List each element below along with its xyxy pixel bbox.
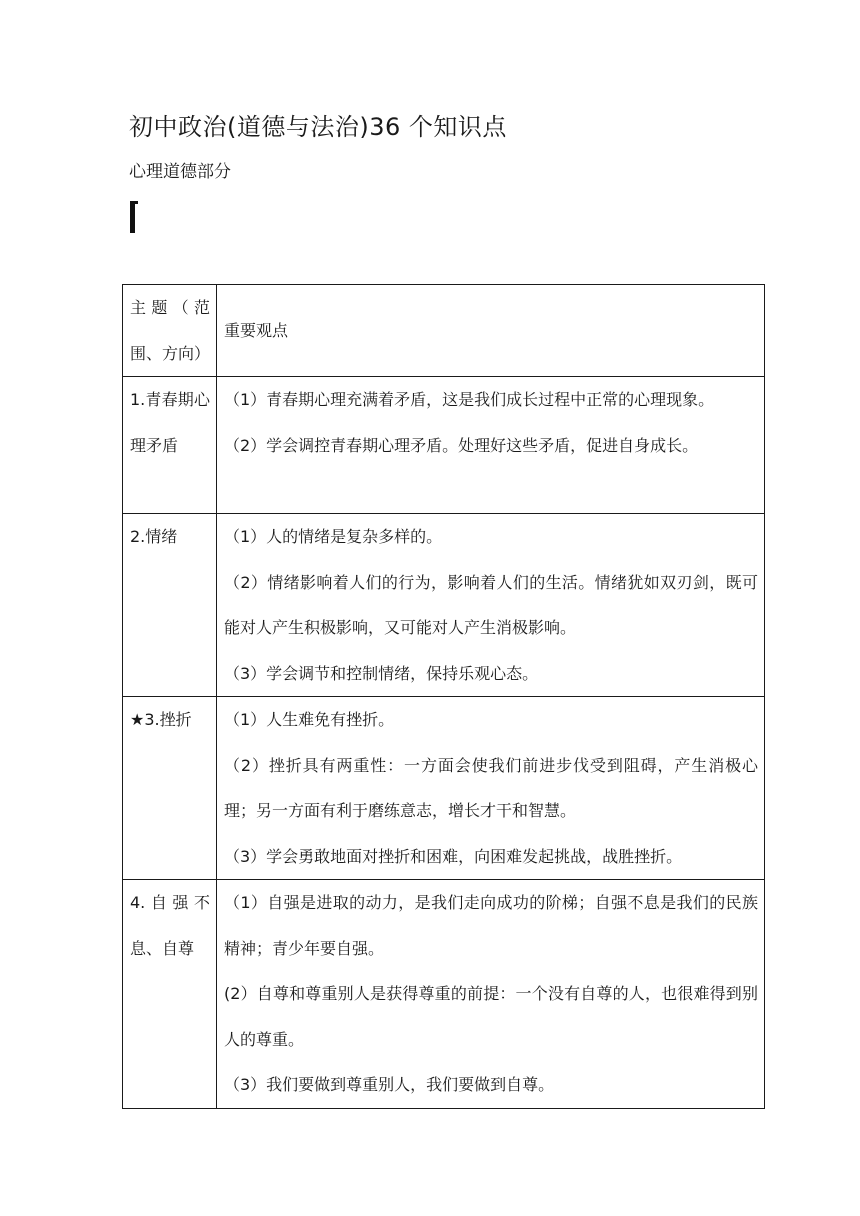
document-title: 初中政治(道德与法治)36 个知识点	[129, 113, 507, 141]
point-text: （2）挫折具有两重性：一方面会使我们前进步伐受到阻碍，产生消极心理；另一方面有利于磨练意志，增长才干和智慧。	[224, 755, 758, 820]
header-topic: 主题（范围、方向）	[123, 285, 217, 377]
knowledge-points-table	[122, 284, 765, 1109]
point-text: （3）学会调节和控制情绪，保持乐观心态。	[224, 663, 539, 683]
row-points	[217, 377, 765, 514]
point-text: （3）我们要做到尊重别人，我们要做到自尊。	[224, 1075, 555, 1094]
table-header-row	[123, 285, 765, 377]
section-title: 心理道德部分	[129, 162, 231, 182]
header-viewpoint: 重要观点	[217, 285, 765, 377]
point-text: （1）人生难免有挫折。	[224, 710, 395, 729]
row-topic: 2.情绪	[123, 514, 217, 697]
table-row	[123, 880, 765, 1109]
row-topic: ★3.挫折	[123, 697, 217, 880]
point-text: (2）自尊和尊重别人是获得尊重的前提：一个没有自尊的人，也很难得到别人的尊重。	[224, 984, 758, 1049]
row-points	[217, 697, 765, 880]
table-row	[123, 377, 765, 514]
row-topic: 4.自强不息、自尊	[123, 880, 217, 1109]
row-points	[217, 514, 765, 697]
point-text: （2）学会调控青春期心理矛盾。处理好这些矛盾，促进自身成长。	[224, 435, 699, 455]
row-topic: 1.青春期心理矛盾	[123, 377, 217, 514]
point-text: （1）人的情绪是复杂多样的。	[224, 527, 443, 546]
table-row	[123, 697, 765, 880]
row-points	[217, 880, 765, 1109]
point-text: （1）青春期心理充满着矛盾，这是我们成长过程中正常的心理现象。	[224, 390, 715, 409]
point-text: （2）情绪影响着人们的行为，影响着人们的生活。情绪犹如双刃剑，既可能对人产生积极影响，又可能对人产生消极影响。	[224, 572, 758, 637]
point-text: （3）学会勇敢地面对挫折和困难，向困难发起挑战，战胜挫折。	[224, 846, 683, 866]
table-row	[123, 514, 765, 697]
point-text: （1）自强是进取的动力，是我们走向成功的阶梯；自强不息是我们的民族精神；青少年要自强。	[224, 893, 758, 958]
text-cursor-mark	[130, 201, 135, 233]
